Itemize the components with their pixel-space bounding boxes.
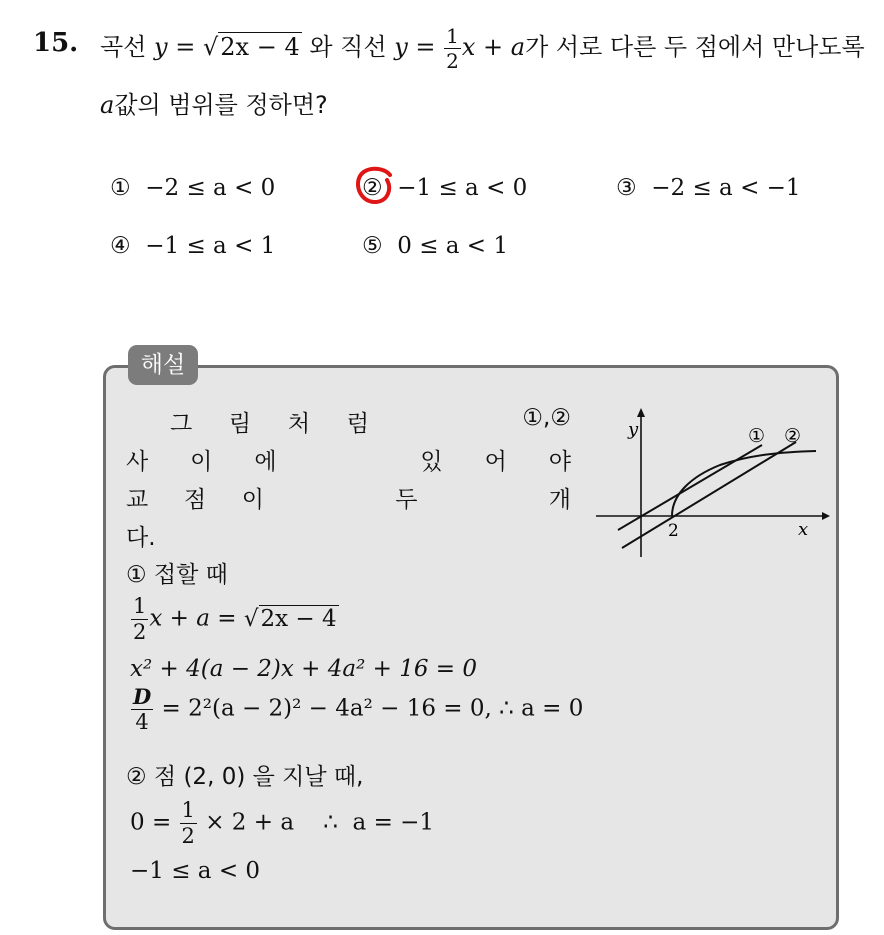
- line-lhs: y: [394, 33, 408, 61]
- line-2-label: ②: [784, 425, 802, 447]
- curve-lhs: y: [154, 33, 168, 61]
- tangent-line-1: [618, 445, 762, 530]
- para-line-2: [126, 443, 571, 481]
- case1-eq3-fraction: [131, 686, 153, 733]
- x-axis-arrow: [822, 512, 830, 520]
- case2-eq1-left: 0 =: [130, 809, 172, 836]
- para-char: 에: [254, 449, 277, 475]
- option-1[interactable]: [110, 175, 275, 201]
- final-range: −1 ≤ a < 0: [130, 858, 261, 884]
- case1-eq2: x² + 4(a − 2)x + 4a² + 16 = 0: [130, 656, 478, 682]
- fraction-numerator: 1: [133, 594, 147, 618]
- secant-line-2: [622, 442, 796, 548]
- option-3-text: −2 ≤ a < −1: [651, 175, 801, 201]
- para-char: ①,②: [522, 405, 571, 431]
- question-tail: 값의 범위를 정하면?: [114, 91, 328, 119]
- slope-numerator: 1: [446, 24, 459, 48]
- para-char: 럼: [346, 411, 369, 437]
- option-2-marker: ②: [362, 175, 383, 201]
- option-1-text: −2 ≤ a < 0: [145, 175, 276, 201]
- para-char: 교: [126, 487, 149, 513]
- case2-title: ② 점 (2, 0) 을 지날 때,: [126, 764, 364, 790]
- slope-fraction: [444, 26, 461, 71]
- curve-radicand: 2x − 4: [220, 33, 300, 61]
- para-char: 어: [484, 449, 507, 475]
- question-suffix: 가 서로 다른 두 점에서 만나도록: [525, 33, 865, 61]
- y-axis-label: y: [628, 419, 639, 440]
- fraction-denominator: 2: [181, 824, 195, 848]
- question-number: 15.: [33, 28, 79, 58]
- para-char: 이: [241, 487, 264, 513]
- para-char: 두: [395, 487, 418, 513]
- para-char: 림: [228, 411, 252, 437]
- line-1-label: ①: [748, 425, 766, 447]
- sqrt-curve: [672, 451, 816, 516]
- option-2-text: −1 ≤ a < 0: [397, 175, 528, 201]
- answer-circle-mark: [352, 163, 398, 209]
- para-line-4: 다.: [126, 525, 156, 551]
- para-char: 야: [548, 449, 571, 475]
- case2-eq1-right: × 2 + a ∴ a = −1: [205, 809, 435, 836]
- option-5-marker: ⑤: [362, 233, 383, 259]
- case1-eq1-mid: x + a =: [149, 605, 244, 632]
- curve-eq: =: [175, 33, 196, 61]
- para-char: 사: [126, 449, 149, 475]
- question-line-2: [100, 85, 328, 120]
- option-3[interactable]: [616, 175, 801, 201]
- option-5[interactable]: [362, 233, 508, 259]
- option-5-text: 0 ≤ a < 1: [397, 233, 509, 259]
- case1-eq1-fraction: [131, 596, 148, 643]
- question-prefix: 곡선: [100, 33, 147, 61]
- para-line-1: [126, 405, 571, 443]
- para-char: 그: [170, 411, 193, 437]
- fraction-denominator: 2: [133, 620, 147, 644]
- para-char: 점: [183, 487, 207, 513]
- solution-graph: [590, 405, 830, 565]
- option-3-marker: ③: [616, 175, 637, 201]
- option-4[interactable]: [110, 233, 275, 259]
- question-var: a: [100, 91, 115, 119]
- solution-paragraph: [126, 405, 571, 557]
- para-line-3: [126, 481, 571, 519]
- case1-title: ① 접할 때: [126, 562, 228, 588]
- slope-denominator: 2: [446, 49, 459, 73]
- line-rest: x + a: [461, 33, 526, 61]
- case2-eq1: [130, 800, 434, 847]
- para-char: 처: [287, 411, 311, 437]
- solution-tag: 해설: [128, 345, 198, 385]
- fraction-numerator: 1: [181, 798, 195, 822]
- option-4-text: −1 ≤ a < 1: [145, 233, 276, 259]
- option-1-marker: ①: [110, 175, 131, 201]
- case1-eq3-rest: = 2²(a − 2)² − 4a² − 16 = 0, ∴ a = 0: [161, 695, 584, 722]
- para-char: 개: [548, 487, 571, 513]
- question-line-1: [100, 22, 865, 72]
- line-eq: =: [415, 33, 436, 61]
- x-tick-label: 2: [668, 521, 679, 541]
- case1-eq1-radicand: 2x − 4: [260, 605, 337, 632]
- case1-eq3: [130, 686, 583, 733]
- option-4-marker: ④: [110, 233, 131, 259]
- case1-eq1-sqrt: √2x − 4: [243, 605, 337, 632]
- x-axis-label: x: [798, 519, 809, 540]
- y-axis-arrow: [637, 408, 645, 417]
- case1-eq1: [130, 596, 339, 643]
- fraction-denominator: 4: [135, 710, 149, 734]
- para-char: 있: [420, 449, 443, 475]
- para-char: 이: [190, 449, 213, 475]
- case2-eq1-fraction: [180, 800, 197, 847]
- question-connector: 와 직선: [309, 33, 387, 61]
- curve-sqrt: √2x − 4: [202, 33, 300, 61]
- fraction-numerator: D: [133, 684, 152, 709]
